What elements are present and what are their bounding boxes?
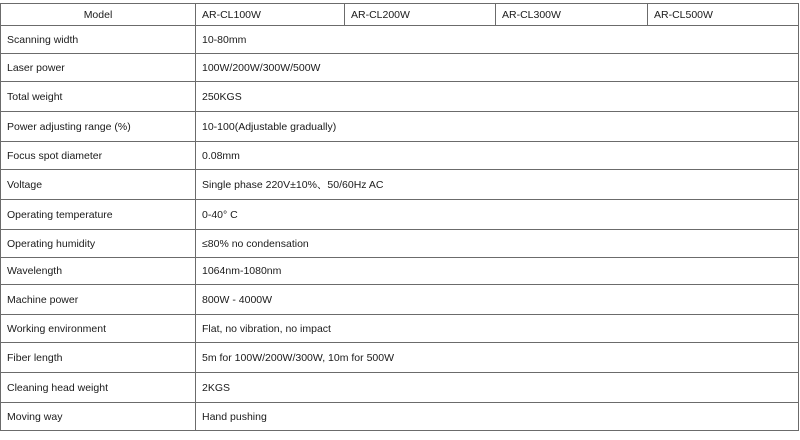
model-column-1: AR-CL100W [196, 4, 345, 26]
table-row [1, 82, 799, 112]
spec-label: Cleaning head weight [1, 373, 196, 403]
spec-value: 0.08mm [196, 142, 799, 170]
spec-label: Fiber length [1, 343, 196, 373]
table-row [1, 54, 799, 82]
spec-value: 100W/200W/300W/500W [196, 54, 799, 82]
table-row [1, 373, 799, 403]
spec-label: Operating humidity [1, 230, 196, 258]
spec-table [0, 3, 799, 431]
table-row [1, 230, 799, 258]
spec-value: 1064nm-1080nm [196, 258, 799, 285]
table-row [1, 26, 799, 54]
spec-value: Hand pushing [196, 403, 799, 431]
spec-value: Single phase 220V±10%、50/60Hz AC [196, 170, 799, 200]
model-column-2: AR-CL200W [345, 4, 496, 26]
table-row [1, 170, 799, 200]
table-row [1, 343, 799, 373]
spec-value: Flat, no vibration, no impact [196, 315, 799, 343]
spec-label: Working environment [1, 315, 196, 343]
table-header-row [1, 4, 799, 26]
table-row [1, 258, 799, 285]
spec-value: 2KGS [196, 373, 799, 403]
table-row [1, 142, 799, 170]
table-row [1, 403, 799, 431]
spec-label: Total weight [1, 82, 196, 112]
spec-value: 10-100(Adjustable gradually) [196, 112, 799, 142]
spec-label: Laser power [1, 54, 196, 82]
spec-value: 10-80mm [196, 26, 799, 54]
table-row [1, 285, 799, 315]
table-row [1, 112, 799, 142]
spec-value: ≤80% no condensation [196, 230, 799, 258]
spec-value: 0-40° C [196, 200, 799, 230]
spec-label: Moving way [1, 403, 196, 431]
model-column-3: AR-CL300W [496, 4, 648, 26]
model-column-4: AR-CL500W [648, 4, 799, 26]
spec-value: 5m for 100W/200W/300W, 10m for 500W [196, 343, 799, 373]
spec-label: Scanning width [1, 26, 196, 54]
spec-label: Voltage [1, 170, 196, 200]
spec-label: Focus spot diameter [1, 142, 196, 170]
spec-value: 250KGS [196, 82, 799, 112]
model-header-label: Model [1, 4, 196, 26]
spec-value: 800W - 4000W [196, 285, 799, 315]
table-row [1, 315, 799, 343]
spec-label: Operating temperature [1, 200, 196, 230]
spec-label: Wavelength [1, 258, 196, 285]
spec-label: Machine power [1, 285, 196, 315]
spec-label: Power adjusting range (%) [1, 112, 196, 142]
table-row [1, 200, 799, 230]
